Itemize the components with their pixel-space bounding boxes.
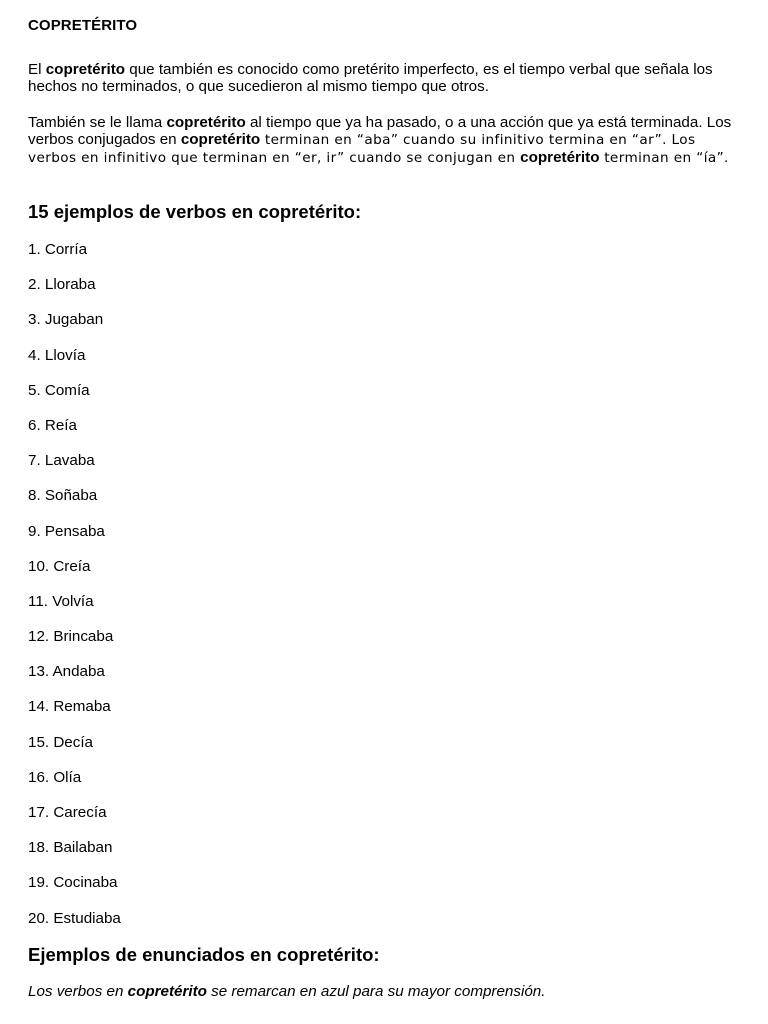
verb-item: 1. Corría xyxy=(28,241,88,258)
verb-item: 12. Brincaba xyxy=(28,628,114,646)
paragraph-text: terminan en “aba” cuando su infinitivo termina en “ar”. Los verbos en infinitivo que terminan en “er, ir” cuando se conjugan en xyxy=(28,132,696,166)
verb-item: 3. Jugaban xyxy=(28,311,104,329)
verb-list xyxy=(28,240,121,944)
verb-item: 16. Olía xyxy=(28,768,82,786)
paragraph-text: terminan en “ía”. xyxy=(599,150,729,166)
paragraph-definition xyxy=(28,61,740,95)
term-bold: copretérito xyxy=(180,131,261,148)
verb-item: 8. Soñaba xyxy=(28,487,98,505)
paragraph-text: que también es conocido como pretérito imperfecto, es el tiempo verbal que señala los hechos no terminados, o que sucedieron al mismo tiempo que otros. xyxy=(28,61,713,95)
paragraph-explanation xyxy=(28,114,740,167)
verb-item: 15. Decía xyxy=(28,733,94,751)
paragraph-text: El xyxy=(28,61,46,78)
verbs-heading: 15 ejemplos de verbos en copretérito: xyxy=(28,201,362,222)
verb-item: 13. Andaba xyxy=(28,663,105,681)
note-part: Los verbos en xyxy=(28,983,128,1000)
document-title: COPRETÉRITO xyxy=(28,17,138,34)
verb-item: 19. Cocinaba xyxy=(28,874,118,892)
verb-item: 2. Lloraba xyxy=(28,276,96,294)
paragraph-text: al tiempo que ya ha pasado, o a una acción que ya está terminada. Los verbos conjugados en xyxy=(28,114,732,148)
note-text xyxy=(28,983,545,1000)
note-part: se remarcan en azul para su mayor comprensión. xyxy=(206,983,546,1000)
verb-item: 7. Lavaba xyxy=(28,452,95,470)
term-bold: copretérito xyxy=(166,114,246,131)
paragraph-text: También se le llama xyxy=(28,114,167,131)
sentences-heading: Ejemplos de enunciados en copretérito: xyxy=(28,944,380,965)
verb-item: 9. Pensaba xyxy=(28,522,105,540)
verb-item: 6. Reía xyxy=(28,416,77,434)
verb-item: 17. Carecía xyxy=(28,804,107,821)
term-bold: copretérito xyxy=(520,149,600,166)
verb-item: 5. Comía xyxy=(28,381,90,399)
term-bold: copretérito xyxy=(127,983,207,1000)
verb-item: 14. Remaba xyxy=(28,698,111,716)
verb-item: 4. Llovía xyxy=(28,346,86,364)
verb-item: 20. Estudiaba xyxy=(28,909,121,927)
verb-item: 11. Volvía xyxy=(28,592,94,610)
term-bold: copretérito xyxy=(45,61,126,78)
verb-item: 18. Bailaban xyxy=(28,839,113,857)
verb-item: 10. Creía xyxy=(28,557,91,575)
